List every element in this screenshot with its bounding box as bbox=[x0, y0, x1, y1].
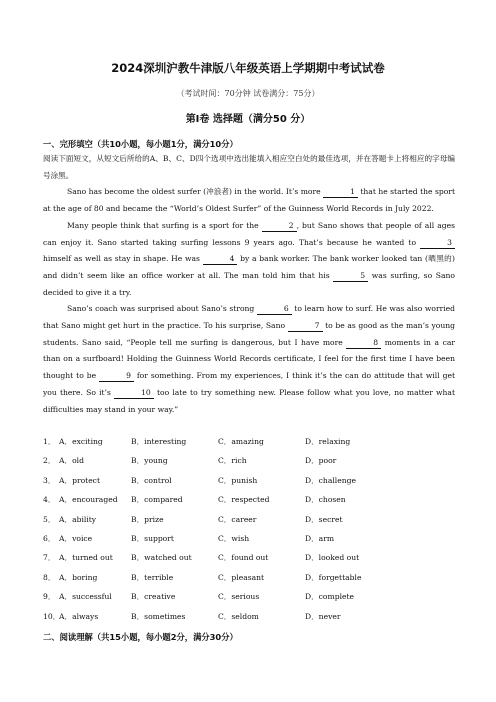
option-a: A．voice bbox=[59, 533, 93, 543]
option-d: D．secret bbox=[305, 514, 343, 524]
question-number: 7． bbox=[43, 553, 56, 563]
option-row bbox=[43, 455, 463, 474]
option-b: B．control bbox=[131, 475, 172, 485]
option-row bbox=[43, 514, 463, 533]
blank-1: 1 bbox=[323, 187, 358, 198]
passage-text: , but Sano shows that people of all ages can enjoy it. Sano started taking surfing lessons 9 years ago. That’s because he wanted to bbox=[43, 220, 455, 247]
options-list bbox=[43, 436, 463, 630]
option-d: D．relaxing bbox=[305, 437, 351, 446]
blank-5: 5 bbox=[333, 271, 368, 282]
option-b: B．sometimes bbox=[131, 611, 186, 621]
passage-text: for something. From my experiences, I think it’s the can do attitude that will get you there. So it’s bbox=[43, 371, 455, 397]
passage-text: to learn how to surf. He was also worried that Sano might get hurt in the practice. To his surprise, Sano bbox=[43, 304, 456, 331]
blank-6: 6 bbox=[257, 304, 292, 315]
option-d: D．never bbox=[305, 611, 341, 621]
passage-text: Sano has become the oldest surfer (冲浪者) in the world. It’s more bbox=[67, 187, 324, 197]
option-c: C．respected bbox=[218, 495, 270, 505]
question-number: 3． bbox=[43, 475, 56, 485]
section-heading-cloze: 一、完形填空（共10小题，每小题1分，满分10分） bbox=[43, 139, 238, 149]
question-number: 4． bbox=[43, 495, 56, 505]
blank-8: 8 bbox=[346, 338, 381, 349]
option-row bbox=[43, 591, 463, 610]
question-number: 6． bbox=[43, 533, 56, 543]
option-b: B．support bbox=[131, 533, 174, 543]
question-number: 5． bbox=[43, 514, 56, 524]
passage-text: too late to try something new. Please follow what you love, no matter what difficulties may stand in your way.” bbox=[43, 387, 456, 414]
option-b: B．compared bbox=[131, 495, 183, 505]
option-b: B．watched out bbox=[131, 553, 192, 563]
option-c: C．pleasant bbox=[218, 572, 265, 582]
option-b: B．prize bbox=[131, 514, 164, 524]
question-number: 9． bbox=[43, 592, 56, 602]
passage-text: by a bank worker. The bank worker looked tan (晒黑的) and didn’t seem like an office worker at all. The man told him that his bbox=[43, 254, 455, 280]
option-c: C．punish bbox=[218, 475, 258, 485]
option-c: C．found out bbox=[218, 553, 269, 563]
option-row bbox=[43, 572, 463, 591]
question-number: 10． bbox=[43, 611, 61, 621]
option-d: D．chosen bbox=[305, 495, 346, 505]
option-d: D．arm bbox=[305, 533, 335, 543]
option-row bbox=[43, 552, 463, 571]
option-row bbox=[43, 533, 463, 552]
option-a: A．protect bbox=[59, 475, 100, 485]
question-number: 1． bbox=[43, 437, 56, 446]
option-a: A．always bbox=[59, 611, 99, 621]
blank-4: 4 bbox=[203, 254, 238, 265]
instruction-text: 阅读下面短文，从短文后所给的A、B、C、D四个选项中选出能填入相应空白处的最佳选项，并在答题卡上将相应的字母编号涂黑。 bbox=[43, 154, 455, 180]
exam-subtitle: （考试时间：70分钟 试卷满分：75分） bbox=[176, 89, 320, 98]
option-c: C．amazing bbox=[218, 437, 264, 446]
exam-title: 2024深圳沪教牛津版八年级英语上学期期中考试试卷 bbox=[111, 61, 385, 75]
passage-text: that he started the sport at the age of 80 and became the “World’s Oldest Surfer” of the Guinness World Records in July 2022. bbox=[43, 187, 455, 214]
cloze-passage bbox=[43, 151, 455, 418]
option-b: B．terrible bbox=[131, 572, 174, 582]
blank-2: 2 bbox=[262, 221, 297, 232]
passage-text: moments in a car than on a surfboard! Holding the Guinness World Records certificate, I feel for the first time I have been thought to be bbox=[43, 337, 455, 381]
option-a: A．ability bbox=[59, 514, 97, 524]
question-number: 2． bbox=[43, 456, 56, 466]
option-d: D．challenge bbox=[305, 475, 356, 485]
option-a: A．boring bbox=[59, 572, 98, 582]
blank-7: 7 bbox=[288, 321, 323, 332]
blank-9: 9 bbox=[99, 371, 134, 382]
option-row bbox=[43, 475, 463, 494]
option-c: C．rich bbox=[218, 456, 247, 466]
option-d: D．looked out bbox=[305, 553, 360, 563]
passage-paragraph-1 bbox=[43, 184, 455, 217]
passage-text: Sano’s coach was surprised about Sano’s strong bbox=[67, 304, 257, 314]
option-d: D．forgettable bbox=[305, 572, 362, 582]
option-c: C．career bbox=[218, 514, 257, 524]
option-a: A．encouraged bbox=[59, 495, 118, 505]
part-heading: 第Ⅰ卷 选择题（满分50 分） bbox=[185, 114, 311, 125]
option-row bbox=[43, 436, 463, 455]
option-d: D．complete bbox=[305, 592, 355, 602]
option-b: B．young bbox=[131, 456, 168, 466]
option-c: C．seldom bbox=[218, 611, 259, 621]
blank-3: 3 bbox=[420, 238, 455, 249]
option-a: A．successful bbox=[59, 592, 112, 602]
passage-text: to be as good as the man’s young students. Sano said, “People tell me surfing is dangerous, but I have more bbox=[43, 321, 456, 347]
option-a: A．turned out bbox=[59, 553, 113, 563]
passage-paragraph-2 bbox=[43, 218, 455, 302]
option-b: B．creative bbox=[131, 592, 176, 602]
option-b: B．interesting bbox=[131, 437, 187, 446]
passage-paragraph-3 bbox=[43, 301, 455, 418]
option-c: C．wish bbox=[218, 533, 250, 543]
blank-10: 10 bbox=[114, 388, 154, 399]
passage-text: Many people think that surfing is a sport for the bbox=[67, 220, 262, 230]
option-a: A．exciting bbox=[59, 437, 103, 446]
passage-text: himself as well as stay in shape. He was bbox=[43, 254, 203, 264]
option-d: D．poor bbox=[305, 456, 337, 466]
option-c: C．serious bbox=[218, 592, 260, 602]
option-a: A．old bbox=[59, 456, 84, 466]
passage-text: was surfing, so Sano decided to give it a try. bbox=[43, 270, 456, 297]
option-row bbox=[43, 611, 463, 630]
question-number: 8． bbox=[43, 572, 56, 582]
option-row bbox=[43, 494, 463, 513]
section-heading-reading: 二、阅读理解（共15小题，每小题2分，满分30分） bbox=[43, 632, 238, 642]
